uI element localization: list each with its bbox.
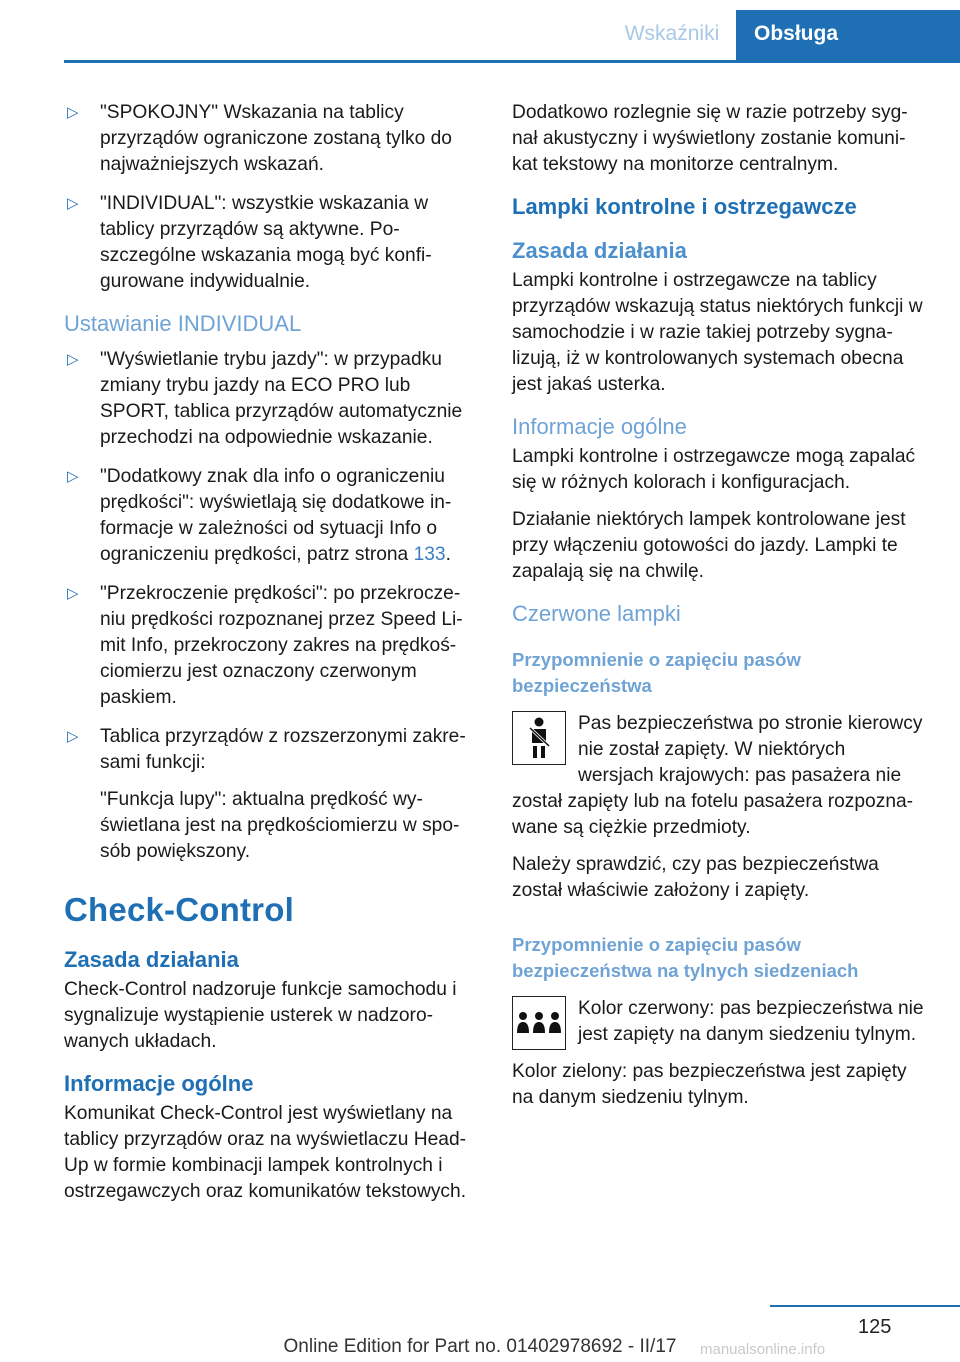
seatbelt-warning-icon [522,716,556,760]
paragraph: Check-Control nadzoruje funkcje samochodu i sygnalizuje wystąpienie usterek w nadzorowanych układach. [64,979,457,1052]
mode-list [64,100,476,295]
triangle-right-icon: ▷ [67,351,79,368]
seatbelt-warning-icon [512,711,566,765]
section-heading-individual: Ustawianie INDIVIDUAL [64,311,302,336]
page-link[interactable]: 133 [413,544,446,565]
paragraph: Komunikat Check-Control jest wyświetlany na tablicy przyrządów oraz na wyświetlaczu Head-Up w formie kombinacji lampek kontrolnych i ostrzegawczych oraz komunikatów tekstowych. [64,1103,467,1202]
paragraph: Kolor czerwony: pas bezpieczeństwa nie jest zapięty na danym siedzeniu tylnym. [578,998,924,1045]
list-item: ▷ "Dodatkowy znak dla info o ograniczeniu prędkości": wyświetlają się dodatkowe informacje w zależności od sytuacji Info o ograniczeniu prędkości, patrz strona 133. [67,466,452,565]
header-divider [64,60,960,63]
section-heading-lampki: Lampki kontrolne i ostrzegawcze [512,194,857,219]
individual-list [64,347,476,865]
page-header [0,0,960,60]
paragraph: Pas bezpieczeństwa po stronie kierowcy nie został zapięty. W niektórych wersjach krajowych: pas pasażera nie został zapięty lub na fotelu pasażera rozpoznawane są ciężkie przedmioty. [512,713,923,838]
triangle-right-icon: ▷ [67,104,79,121]
tab-obsluga[interactable]: Obsługa [736,10,960,60]
section-heading-informacje: Informacje ogólne [64,1071,254,1096]
triangle-right-icon: ▷ [67,728,79,745]
watermark: manualsonline.info [700,1341,826,1358]
list-item: ▷ "SPOKOJNY" Wskazania na tablicy przyrządów ograniczone zostaną tylko do najważniejszych wskazań. [67,102,452,175]
paragraph: Lampki kontrolne i ostrzegawcze mogą zapalać się w różnych kolorach i konfiguracjach. [512,446,916,493]
paragraph: Lampki kontrolne i ostrzegawcze na tablicy przyrządów wskazują status niektórych funkcji w samochodzie i w razie takiej potrzeby sygnalizują, iż w kontrolowanych systemach obecna jest jakaś usterka. [512,270,923,395]
list-item: ▷ "Wyświetlanie trybu jazdy": w przypadku zmiany trybu jazdy na ECO PRO lub SPORT, tablica przyrządów automatycznie przechodzi na odpowiednie wskazanie. [67,349,463,448]
list-item: ▷ "INDIVIDUAL": wszystkie wskazania w tablicy przyrządów są aktywne. Poszczególne wskazania mogą być konfigurowane indywidualnie. [67,193,432,292]
paragraph: Działanie niektórych lampek kontrolowane jest przy włączeniu gotowości do jazdy. Lampki te zapalają się na chwilę. [512,509,906,582]
list-item: ▷ "Przekroczenie prędkości": po przekroczeniu prędkości rozpoznanej przez Speed Limit Info, przekroczony zakres na prędkościomierzu jest oznaczony czerwonym paskiem. [67,583,463,708]
page-number: 125 [858,1316,892,1338]
footer-divider [770,1305,960,1307]
list-item: ▷ Tablica przyrządów z rozszerzonymi zakresami funkcji: "Funkcja lupy": aktualna prędkość wyświetlana jest na prędkościomierzu w sposób powiększony. [67,726,466,862]
left-column [64,100,476,1216]
rear-seatbelt-icon [515,1011,563,1035]
paragraph: Należy sprawdzić, czy pas bezpieczeństwa został właściwie założony i zapięty. [512,854,879,901]
subheading-seatbelt-reminder: Przypomnienie o zapięciu pasów bezpieczeństwa [512,649,801,696]
rear-seatbelt-icon [512,996,566,1050]
paragraph: Kolor zielony: pas bezpieczeństwa jest zapięty na danym siedzeniu tylnym. [512,1061,907,1108]
section-heading-zasada-lampki: Zasada działania [512,238,687,263]
paragraph: Dodatkowo rozlegnie się w razie potrzeby sygnał akustyczny i wyświetlony zostanie komunikat tekstowy na monitorze centralnym. [512,102,908,175]
right-column [512,100,924,1122]
triangle-right-icon: ▷ [67,195,79,212]
section-heading-czerwone: Czerwone lampki [512,601,681,626]
edition-footer: Online Edition for Part no. 01402978692 - II/17 [283,1336,677,1357]
triangle-right-icon: ▷ [67,585,79,602]
section-heading-informacje-ogolne: Informacje ogólne [512,414,687,439]
section-heading-zasada: Zasada działania [64,947,239,972]
chapter-title-check-control: Check-Control [64,891,294,928]
tab-wskazniki[interactable]: Wskaźniki [624,22,720,45]
triangle-right-icon: ▷ [67,468,79,485]
subheading-rear-seatbelt: Przypomnienie o zapięciu pasów bezpieczeństwa na tylnych siedzeniach [512,934,859,981]
